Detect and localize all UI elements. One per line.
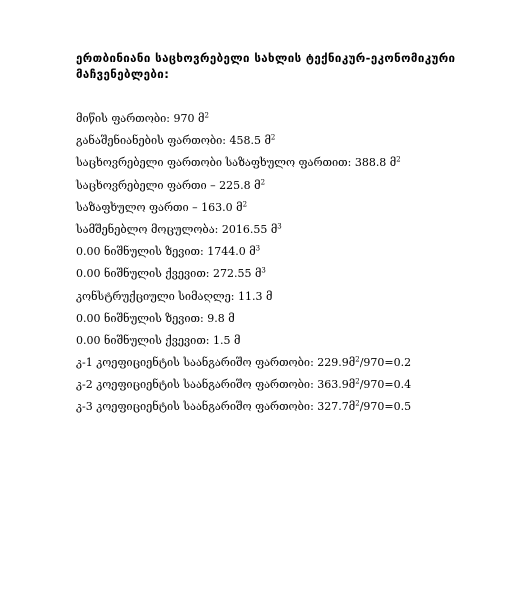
- spec-line-volume-below-zero: [76, 263, 496, 285]
- spec-superscript: 2: [242, 200, 248, 209]
- spec-line-summer-area: [76, 197, 496, 219]
- spec-text: 0.00 ნიშნულის ზევით: 1744.0 მ: [76, 245, 256, 259]
- document-heading: ერთბინიანი საცხოვრებელი სახლის ტექნიკურ-ეკონომიკური მაჩვენებლები:: [76, 51, 456, 81]
- spec-line-k2-coefficient: [76, 374, 496, 396]
- specs-list: [76, 108, 496, 419]
- spec-line-living-area-with-summer: [76, 152, 496, 174]
- spec-superscript: 3: [261, 266, 266, 275]
- spec-text: საზაფხულო ფართი – 163.0 მ: [76, 200, 243, 214]
- spec-superscript: 3: [277, 222, 282, 231]
- spec-text: 0.00 ნიშნულის ზევით: 9.8 მ: [76, 311, 235, 325]
- spec-superscript: 3: [255, 244, 261, 253]
- spec-superscript: 2: [204, 111, 209, 120]
- spec-line-height-below-zero: [76, 330, 496, 352]
- spec-text: საცხოვრებელი ფართობი საზაფხულო ფართით: 388.8 მ: [76, 156, 397, 170]
- spec-tail: /970=0.2: [359, 356, 412, 370]
- spec-text: 0.00 ნიშნულის ქვევით: 1.5 მ: [76, 333, 241, 347]
- spec-line-structural-height: [76, 286, 496, 308]
- spec-tail: /970=0.5: [359, 400, 412, 414]
- spec-line-living-area: [76, 175, 496, 197]
- spec-line-k3-coefficient: [76, 396, 496, 418]
- spec-text: კ-1 კოეფიციენტის საანგარიშო ფართობი: 229.9მ: [76, 356, 356, 370]
- spec-line-height-above-zero: [76, 308, 496, 330]
- spec-line-volume-above-zero: [76, 241, 496, 263]
- spec-line-building-area: [76, 130, 496, 152]
- spec-line-land-area: [76, 108, 496, 130]
- spec-text: კ-3 კოეფიციენტის საანგარიშო ფართობი: 327.7მ: [76, 400, 356, 414]
- spec-text: 0.00 ნიშნულის ქვევით: 272.55 მ: [76, 267, 262, 281]
- spec-superscript: 2: [355, 399, 360, 408]
- spec-superscript: 2: [355, 355, 360, 364]
- spec-superscript: 2: [396, 155, 401, 164]
- spec-text: კონსტრუქციული სიმაღლე: 11.3 მ: [76, 289, 273, 303]
- spec-line-building-volume: [76, 219, 496, 241]
- spec-superscript: 2: [270, 133, 276, 142]
- spec-superscript: 2: [355, 377, 360, 386]
- spec-text: მიწის ფართობი: 970 მ: [76, 112, 205, 125]
- spec-text: სამშენებლო მოცულობა: 2016.55 მ: [76, 222, 278, 236]
- spec-text: კ-2 კოეფიციენტის საანგარიშო ფართობი: 363.9მ: [76, 378, 356, 392]
- spec-text: განაშენიანების ფართობი: 458.5 მ: [76, 134, 271, 148]
- spec-line-k1-coefficient: [76, 352, 496, 374]
- spec-superscript: 2: [260, 177, 266, 186]
- spec-tail: /970=0.4: [359, 378, 412, 392]
- spec-text: საცხოვრებელი ფართი – 225.8 მ: [76, 178, 261, 192]
